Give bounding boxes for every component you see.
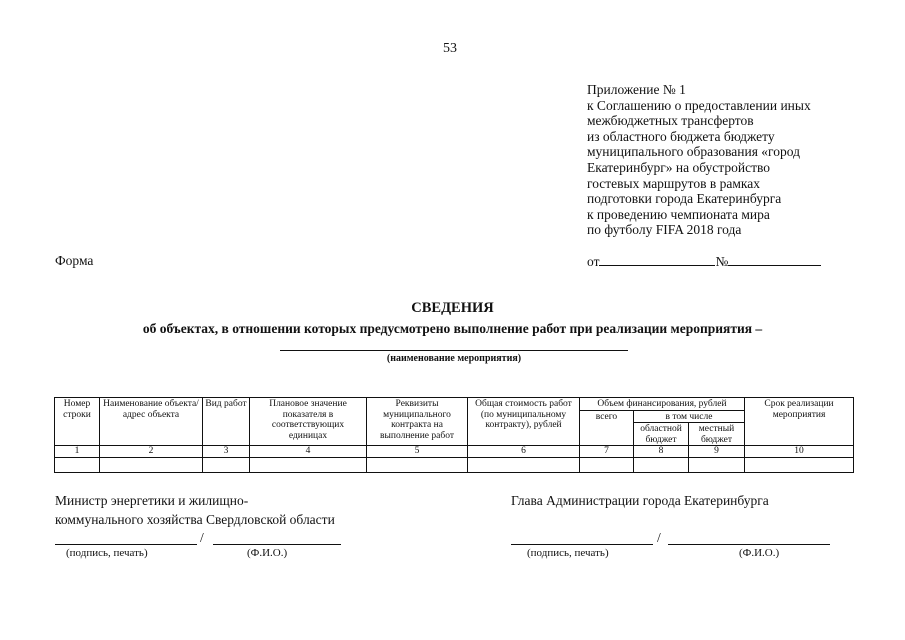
appendix-line: по футболу FIFA 2018 года [587,222,742,238]
empty-cell [100,458,203,473]
event-name-caption: (наименование мероприятия) [386,353,522,364]
header-row-number: Номер строки [55,398,100,446]
empty-cell [745,458,854,473]
right-name-line [668,544,830,545]
number-blank [728,253,821,266]
appendix-line: к Соглашению о предоставлении иных [587,97,811,113]
appendix-line: подготовки города Екатеринбурга [587,191,782,207]
number-sign: № [715,254,729,269]
empty-cell [634,458,689,473]
page-number: 53 [443,41,457,56]
header-financing: Объем финансирования, рублей [580,398,745,411]
table-row [55,458,854,473]
header-total-cost: Общая стоимость работ (по муниципальному контракту), рублей [468,398,580,446]
agreement-date-line [587,253,821,270]
empty-cell [689,458,745,473]
column-number: 10 [745,446,854,458]
right-signatory-title: Глава Администрации города Екатеринбурга [511,493,769,508]
column-number: 8 [634,446,689,458]
event-name-line [280,350,628,351]
right-signature-line [511,544,653,545]
header-contract-details: Реквизиты муниципального контракта на выполнение работ [367,398,468,446]
left-signatory-title-1: Министр энергетики и жилищно- [55,493,249,508]
header-planned-value: Плановое значение показателя в соответствующих единицах [250,398,367,446]
column-number: 7 [580,446,634,458]
appendix-line: к проведению чемпионата мира [587,206,770,222]
right-caption-name: (Ф.И.О.) [739,547,780,559]
appendix-line: межбюджетных трансфертов [587,113,754,129]
document-subtitle: об объектах, в отношении которых предусмотрено выполнение работ при реализации мероприятия – [142,321,763,336]
header-including: в том числе [634,410,745,423]
empty-cell [250,458,367,473]
left-caption-name: (Ф.И.О.) [247,547,288,559]
header-total: всего [580,410,634,446]
header-object-name: Наименование объекта/адрес объекта [100,398,203,446]
date-prefix: от [587,254,600,269]
column-number: 2 [100,446,203,458]
empty-cell [203,458,250,473]
right-slash: / [657,530,661,545]
right-caption-sign: (подпись, печать) [527,547,609,559]
appendix-line: гостевых маршрутов в рамках [587,175,761,191]
left-caption-sign: (подпись, печать) [66,547,148,559]
appendix-line: муниципального образования «город [587,144,800,160]
objects-table [54,397,854,473]
appendix-block [587,82,811,238]
empty-cell [468,458,580,473]
appendix-line: Приложение № 1 [587,82,686,97]
date-blank [599,253,715,266]
left-signatory-title-2: коммунального хозяйства Свердловской области [55,512,335,527]
left-slash: / [200,530,204,545]
left-name-line [213,544,341,545]
column-number: 6 [468,446,580,458]
left-signature-line [55,544,197,545]
header-local-budget: местный бюджет [689,423,745,446]
column-number: 9 [689,446,745,458]
column-number: 4 [250,446,367,458]
header-work-type: Вид работ [203,398,250,446]
column-number: 1 [55,446,100,458]
empty-cell [580,458,634,473]
column-number: 3 [203,446,250,458]
column-number-row [55,446,854,458]
empty-cell [55,458,100,473]
appendix-line: из областного бюджета бюджету [587,128,775,144]
form-label: Форма [55,253,94,268]
appendix-line: Екатеринбург» на обустройство [587,159,771,175]
column-number: 5 [367,446,468,458]
document-title: СВЕДЕНИЯ [411,300,494,316]
header-deadline: Срок реализации мероприятия [745,398,854,446]
empty-cell [367,458,468,473]
header-regional-budget: областной бюджет [634,423,689,446]
